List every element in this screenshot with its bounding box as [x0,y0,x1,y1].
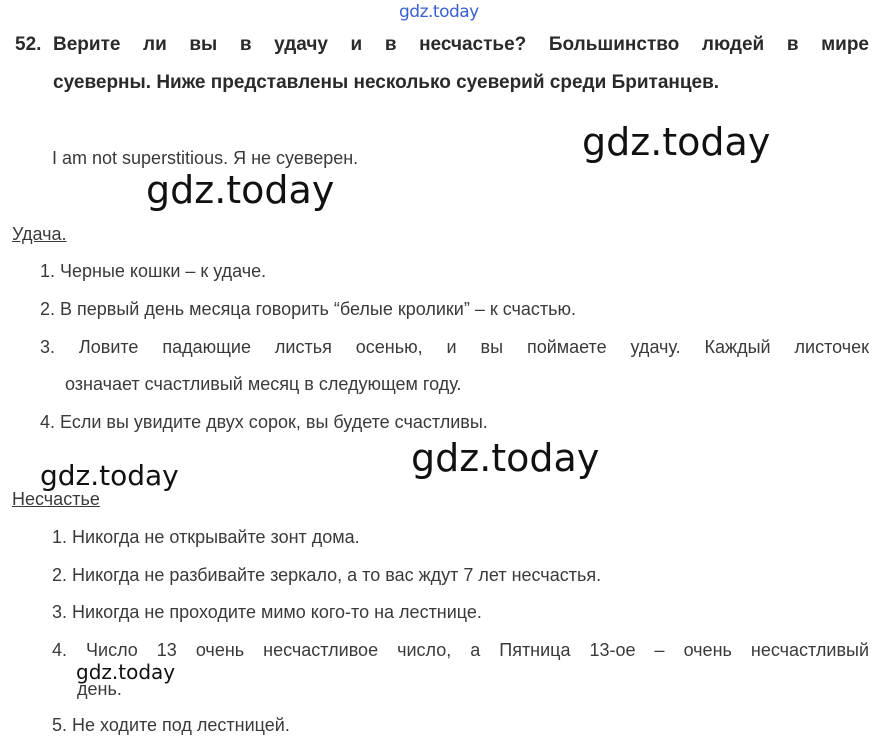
misfortune-item-3: 3. Никогда не проходите мимо кого-то на лестнице. [52,602,482,622]
luck-item-4: 4. Если вы увидите двух сорок, вы будете счастливы. [40,412,488,432]
misfortune-item-4-continued: день. [77,679,122,699]
luck-heading: Удача. [12,224,67,244]
luck-item-1: 1. Черные кошки – к удаче. [40,261,267,281]
watermark: gdz.today [582,120,771,164]
watermark: gdz.today [146,168,335,212]
watermark: gdz.today [40,459,179,492]
luck-item-2: 2. В первый день месяца говорить “белые кролики” – к счастью. [40,299,577,319]
task-text-line-2: суеверны. Ниже представлены несколько суеверий среди Британцев. [53,72,720,93]
watermark: gdz.today [411,436,600,480]
task-number: 52. [15,34,42,55]
misfortune-heading: Несчастье [12,489,100,509]
misfortune-item-1: 1. Никогда не открывайте зонт дома. [52,527,360,547]
task-text-line-1: Верите ли вы в удачу и в несчастье? Большинство людей в мире [53,34,869,55]
luck-item-3-continued: означает счастливый месяц в следующем году. [65,374,462,394]
watermark-top: gdz.today [399,2,479,22]
watermark: gdz.today [76,660,176,684]
misfortune-item-4: 4. Число 13 очень несчастливое число, а Пятница 13-ое – очень несчастливый [52,640,869,660]
luck-item-3: 3. Ловите падающие листья осенью, и вы поймаете удачу. Каждый листочек [40,337,869,357]
answer-text: I am not superstitious. Я не суеверен. [52,148,359,168]
misfortune-item-2: 2. Никогда не разбивайте зеркало, а то вас ждут 7 лет несчастья. [52,565,602,585]
misfortune-item-5: 5. Не ходите под лестницей. [52,715,290,735]
